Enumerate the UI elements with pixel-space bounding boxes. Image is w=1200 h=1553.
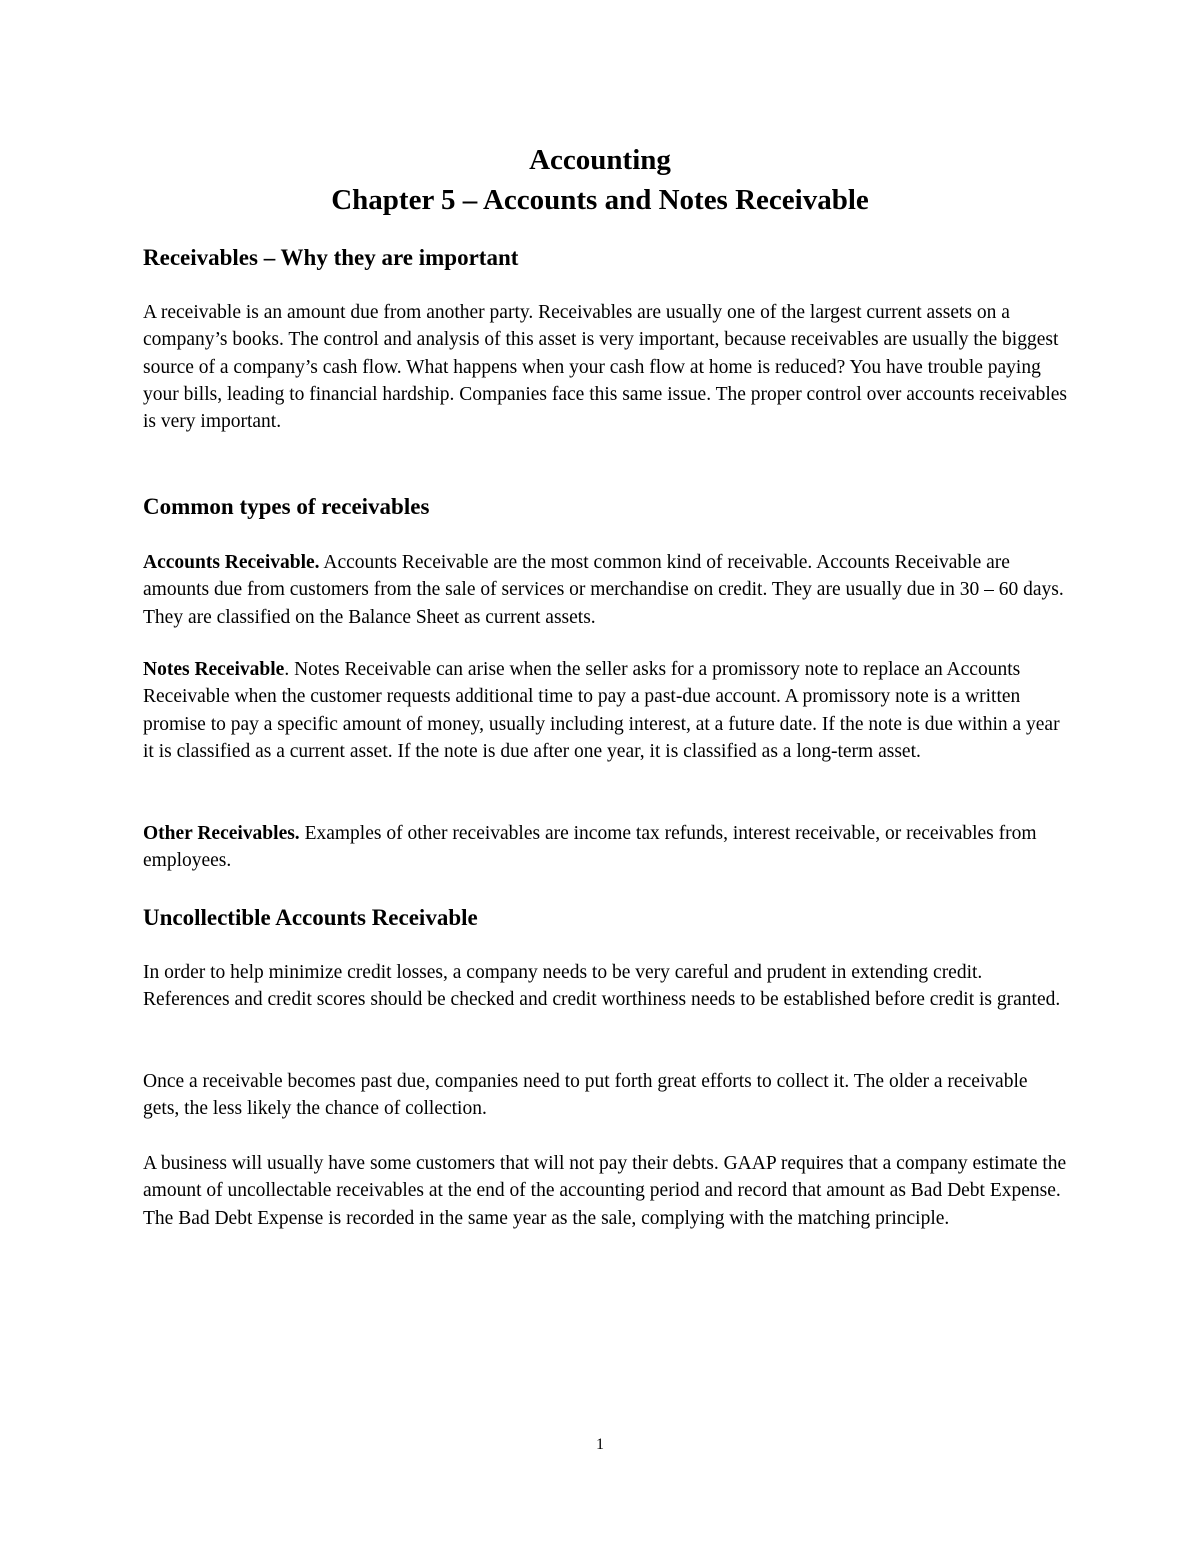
text-accounts-receivable: Accounts Receivable are the most common kind of receivable. Accounts Receivable are amounts due from customers from the sale of services or merchandise on credit. They are usually due in 30 – 60 days. They are classified on the Balance Sheet as current assets. xyxy=(143,552,1064,628)
document-subtitle: Chapter 5 – Accounts and Notes Receivable xyxy=(331,184,869,216)
term-notes-receivable: Notes Receivable xyxy=(143,659,285,680)
paragraph-other-receivables xyxy=(143,820,1068,875)
text-other-receivables: Examples of other receivables are income tax refunds, interest receivable, or receivables from employees. xyxy=(143,823,1037,872)
paragraph-uncollectible-1: In order to help minimize credit losses, a company needs to be very careful and prudent in extending credit. References and credit scores should be checked and credit worthiness needs to be established before credit is granted. xyxy=(143,962,1061,1011)
paragraph-accounts-receivable xyxy=(143,549,1068,631)
paragraph-uncollectible-3: A business will usually have some customers that will not pay their debts. GAAP requires that a company estimate the amount of uncollectable receivables at the end of the accounting period and record that amount as Bad Debt Expense. The Bad Debt Expense is recorded in the same year as the sale, complying with the matching principle. xyxy=(143,1153,1067,1229)
paragraph-why-important: A receivable is an amount due from another party. Receivables are usually one of the largest current assets on a company’s books. The control and analysis of this asset is very important, because receivables are usually the biggest source of a company’s cash flow. What happens when your cash flow at home is reduced? You have trouble paying your bills, leading to financial hardship. Companies face this same issue. The proper control over accounts receivables is very important. xyxy=(143,302,1067,433)
text-notes-receivable: . Notes Receivable can arise when the seller asks for a promissory note to replace an Accounts Receivable when the customer requests additional time to pay a past-due account. A promissory note is a written promise to pay a specific amount of money, usually including interest, at a future date. If the note is due within a year it is classified as a current asset. If the note is due after one year, it is classified as a long-term asset. xyxy=(143,659,1060,762)
paragraph-notes-receivable xyxy=(143,656,1068,765)
paragraph-uncollectible-2: Once a receivable becomes past due, companies need to put forth great efforts to collect it. The older a receivable gets, the less likely the chance of collection. xyxy=(143,1071,1028,1120)
term-other-receivables: Other Receivables. xyxy=(143,823,300,844)
section-heading-uncollectible: Uncollectible Accounts Receivable xyxy=(143,905,478,930)
document-title: Accounting xyxy=(529,144,671,176)
term-accounts-receivable: Accounts Receivable. xyxy=(143,552,320,573)
page-number: 1 xyxy=(596,1436,604,1453)
section-heading-why-important: Receivables – Why they are important xyxy=(143,245,519,270)
section-heading-common-types: Common types of receivables xyxy=(143,494,430,519)
